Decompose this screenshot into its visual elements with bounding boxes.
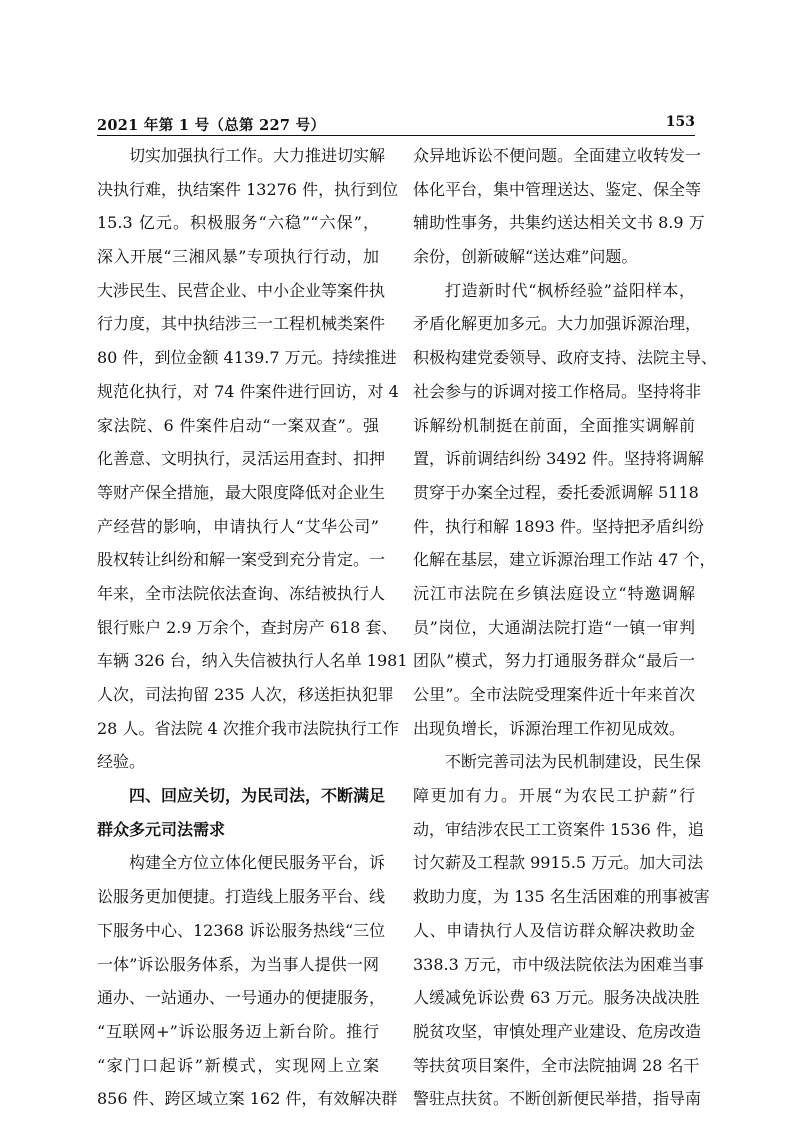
text-line: 化善意、文明执行，灵活运用查封、扣押 (97, 449, 386, 469)
text-line: 车辆 326 台，纳入失信被执行人名单 1981 (97, 651, 408, 671)
text-line: 决执行难，执结案件 13276 件，执行到位 (97, 179, 399, 199)
text-line: 28 人。省法院 4 次推介我市法院执行工作 (97, 718, 399, 738)
text-line: 切实加强执行工作。大力推进切实解 (129, 146, 386, 165)
text-line: 产经营的影响，申请执行人“艾华公司” (97, 516, 379, 536)
section-heading-line: 群众多元司法需求 (97, 819, 226, 839)
text-line: 贯穿于办案全过程，委托委派调解 5118 (413, 482, 699, 502)
text-line: 诉解纷机制挺在前面，全面推实调解前 (413, 415, 695, 435)
text-line: “互联网+”诉讼服务迈上新台阶。推行 (97, 1021, 379, 1041)
text-line: “家门口起诉”新模式，实现网上立案 (97, 1055, 379, 1075)
text-line: 等扶贫项目案件，全市法院抽调 28 名干 (413, 1055, 700, 1075)
text-line: 等财产保全措施，最大限度降低对企业生 (97, 482, 386, 502)
text-line: 体化平台，集中管理送达、鉴定、保全等 (413, 179, 702, 199)
text-line: 大涉民生、民营企业、中小企业等案件执 (97, 280, 386, 300)
text-line: 辅助性事务，共集约送达相关文书 8.9 万 (413, 213, 705, 233)
text-line: 警驻点扶贫。不断创新便民举措，指导南 (413, 1089, 702, 1109)
text-line: 出现负增长，诉源治理工作初见成效。 (413, 718, 686, 738)
text-line: 人缓减免诉讼费 63 万元。服务决战决胜 (413, 988, 700, 1008)
text-line: 构建全方位立体化便民服务平台，诉 (129, 853, 386, 873)
running-header (97, 114, 695, 134)
text-line: 公里”。全市法院受理案件近十年来首次 (413, 685, 695, 704)
text-line: 沅江市法院在乡镇法庭设立“特邀调解 (413, 583, 695, 603)
text-line: 众异地诉讼不便问题。全面建立收转发一 (413, 146, 702, 165)
left-column (97, 139, 408, 1116)
text-line: 社会参与的诉调对接工作格局。坚持将非 (413, 381, 702, 401)
text-line: 讨欠薪及工程款 9915.5 万元。加大司法 (413, 853, 704, 873)
text-line: 80 件，到位金额 4139.7 万元。持续推进 (97, 348, 397, 368)
issue-label: 2021 年第 1 号（总第 227 号） (97, 117, 326, 134)
section-heading-line: 四、回应关切，为民司法，不断满足 (129, 786, 386, 806)
text-line: 打造新时代“枫桥经验”益阳样本， (445, 280, 695, 300)
text-line: 856 件、跨区域立案 162 件，有效解决群 (97, 1089, 398, 1109)
text-line: 动，审结涉农民工工资案件 1536 件，追 (413, 819, 704, 839)
text-line: 团队”模式，努力打通服务群众“最后一 (413, 651, 695, 671)
text-line: 矛盾化解更加多元。大力加强诉源治理， (413, 314, 702, 334)
text-line: 银行账户 2.9 万余个，查封房产 618 套、 (97, 617, 398, 637)
text-line: 年来，全市法院依法查询、冻结被执行人 (97, 583, 386, 603)
text-line: 脱贫攻坚，审慎处理产业建设、危房改造 (413, 1021, 702, 1041)
text-line: 置，诉前调结纠纷 3492 件。坚持将调解 (413, 449, 704, 469)
text-line: 化解在基层，建立诉源治理工作站 47 个， (413, 550, 716, 570)
text-line: 人次，司法拘留 235 人次，移送拒执犯罪 (97, 685, 394, 704)
text-line: 救助力度，为 135 名生活困难的刑事被害 (413, 887, 710, 907)
text-line: 15.3 亿元。积极服务“六稳”“六保”， (97, 213, 379, 233)
right-column (413, 139, 718, 1116)
text-line: 人、申请执行人及信访群众解决救助金 (413, 920, 695, 940)
text-line: 深入开展“三湘风暴”专项执行行动，加 (97, 247, 379, 267)
text-line: 积极构建党委领导、政府支持、法院主导、 (413, 348, 718, 368)
text-line: 通办、一站通办、一号通办的便捷服务， (97, 988, 386, 1008)
header-rule (97, 135, 695, 136)
text-line: 股权转让纠纷和解一案受到充分肯定。一 (97, 550, 386, 570)
text-line: 一体”诉讼服务体系，为当事人提供一网 (97, 954, 379, 974)
text-line: 经验。 (97, 752, 146, 772)
text-line: 件，执行和解 1893 件。坚持把矛盾纠纷 (413, 516, 704, 536)
text-line: 障更加有力。开展“为农民工护薪”行 (413, 786, 695, 806)
text-line: 下服务中心、12368 诉讼服务热线“三位 (97, 920, 386, 940)
text-line: 余份，创新破解“送达难”问题。 (413, 247, 638, 267)
text-line: 行力度，其中执结涉三一工程机械类案件 (97, 314, 386, 334)
text-line: 家法院、6 件案件启动“一案双查”。强 (97, 415, 379, 435)
page-number: 153 (665, 114, 695, 130)
text-line: 不断完善司法为民机制建设，民生保 (445, 752, 702, 772)
text-line: 338.3 万元，市中级法院依法为困难当事 (413, 954, 704, 974)
text-line: 规范化执行，对 74 件案件进行回访，对 4 (97, 381, 399, 401)
text-line: 员”岗位，大通湖法院打造“一镇一审判 (413, 617, 695, 637)
text-line: 讼服务更加便捷。打造线上服务平台、线 (97, 887, 386, 907)
